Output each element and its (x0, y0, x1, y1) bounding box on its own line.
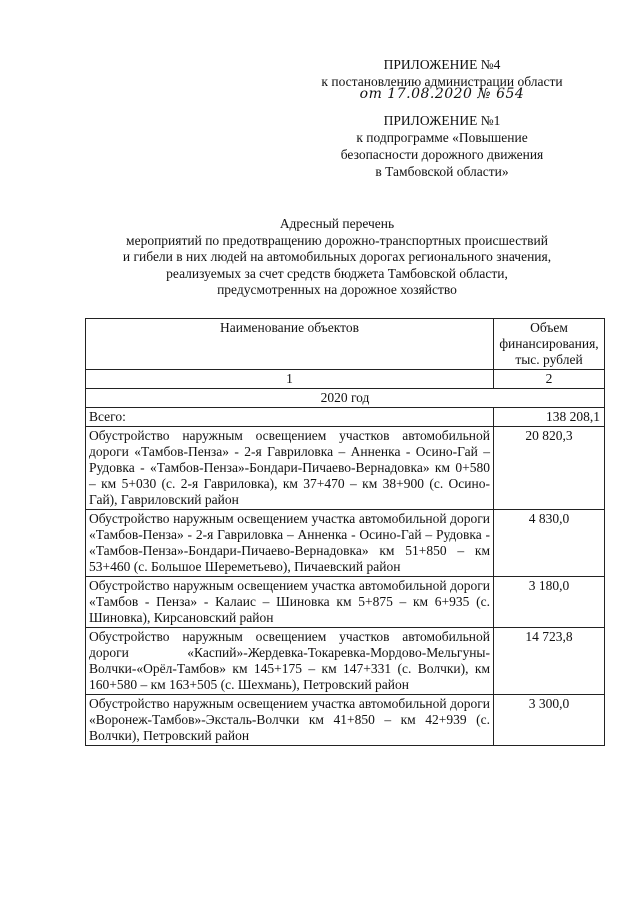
table-total-row (86, 408, 605, 427)
header-funding: Объем финансирования, тыс. рублей (494, 319, 605, 370)
table-year-row (86, 389, 605, 408)
document-heading (72, 216, 602, 299)
total-value: 138 208,1 (494, 408, 605, 427)
object-name: Обустройство наружным освещением участка автомобильной дороги «Тамбов-Пенза» - 2-я Гавриловка – Анненка - Осино-Гай – Рудовка - «Тамбов-Пенза»-Бондари-Пичаево-Вернадовка» км 51+850 – км 53+460 (с. Большое Шереметьево), Пичаевский район (86, 510, 494, 577)
year-label: 2020 год (86, 389, 605, 408)
handwritten-date-number: от 17.08.2020 № 654 (359, 86, 525, 102)
heading-line-5: предусмотренных на дорожное хозяйство (217, 282, 457, 297)
table-row (86, 695, 605, 746)
object-name: Обустройство наружным освещением участков автомобильной дороги «Тамбов-Пенза» - 2-я Гавриловка – Анненка - Осино-Гай – Рудовка - «Тамбов-Пенза»-Бондари-Пичаево-Вернадовка» км 0+580 – км 5+030 (с. 2-я Гавриловка), км 37+470 – км 38+900 (с. Осино-Гай), Гавриловский район (86, 427, 494, 510)
heading-title: Адресный перечень (279, 216, 395, 231)
heading-line-4: реализуемых за счет средств бюджета Тамбовской области, (166, 265, 508, 281)
subprogram-line-1: к подпрограмме «Повышение (356, 130, 528, 145)
object-funding: 4 830,0 (494, 510, 605, 577)
appendix-subtitle: ПРИЛОЖЕНИЕ №1 (383, 113, 501, 128)
object-funding: 3 300,0 (494, 695, 605, 746)
total-label: Всего: (86, 408, 494, 427)
object-funding: 3 180,0 (494, 577, 605, 628)
table-row (86, 628, 605, 695)
object-funding: 20 820,3 (494, 427, 605, 510)
header-objects: Наименование объектов (86, 319, 494, 370)
appendix-resolution-ref: к постановлению администрации области (321, 74, 563, 89)
object-name: Обустройство наружным освещением участка автомобильной дороги «Тамбов - Пенза» - Калаис – Шиновка км 5+875 – км 6+935 (с. Шиновка), Кирсановский район (86, 577, 494, 628)
table-row (86, 510, 605, 577)
table-number-row (86, 370, 605, 389)
object-name: Обустройство наружным освещением участков автомобильной дороги «Каспий»-Жердевка-Токаревка-Мордово-Мельгуны-Волчки-«Орёл-Тамбов» км 145+175 – км 147+331 (с. Волчки), км 160+580 – км 163+505 (с. Шехмань), Петровский район (86, 628, 494, 695)
object-funding: 14 723,8 (494, 628, 605, 695)
table-row (86, 577, 605, 628)
column-number-2: 2 (494, 370, 605, 389)
heading-line-2: мероприятий по предотвращению дорожно-транспортных происшествий (126, 232, 548, 248)
table-row (86, 427, 605, 510)
subprogram-line-2: безопасности дорожного движения (340, 147, 544, 162)
column-number-1: 1 (86, 370, 494, 389)
object-name: Обустройство наружным освещением участка автомобильной дороги «Воронеж-Тамбов»-Эксталь-Волчки км 41+850 – км 42+939 (с. Волчки), Петровский район (86, 695, 494, 746)
appendix-block (292, 56, 592, 180)
objects-table (85, 318, 605, 746)
appendix-title: ПРИЛОЖЕНИЕ №4 (383, 57, 501, 72)
subprogram-line-3: в Тамбовской области» (375, 164, 509, 179)
heading-line-3: и гибели в них людей на автомобильных дорогах регионального значения, (122, 249, 552, 264)
table-header-row (86, 319, 605, 370)
